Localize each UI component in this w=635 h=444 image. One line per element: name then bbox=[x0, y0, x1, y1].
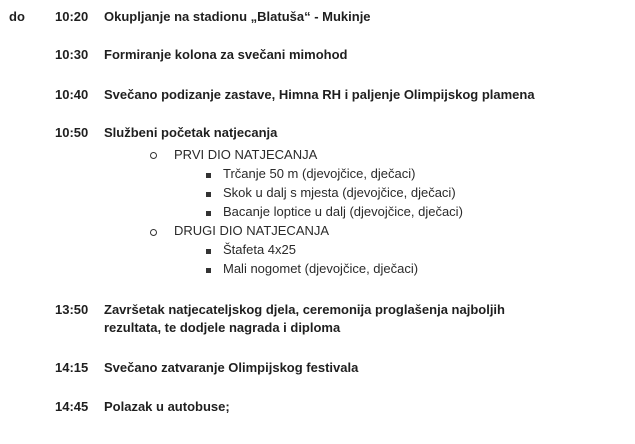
schedule-time: 10:40 bbox=[55, 87, 89, 102]
event-item: Štafeta 4x25 bbox=[223, 242, 296, 257]
schedule-item-text: Svečano zatvaranje Olimpijskog festivala bbox=[104, 360, 359, 375]
schedule-time: 10:50 bbox=[55, 125, 89, 140]
schedule-item-text: Formiranje kolona za svečani mimohod bbox=[104, 47, 348, 62]
circle-bullet-icon bbox=[150, 229, 157, 236]
event-item: Skok u dalj s mjesta (djevojčice, dječaci) bbox=[223, 185, 456, 200]
schedule-item-text: Svečano podizanje zastave, Himna RH i paljenje Olimpijskog plamena bbox=[104, 87, 535, 102]
schedule-item-text: Završetak natjecateljskog djela, ceremonija proglašenja najboljih bbox=[104, 302, 505, 317]
square-bullet-icon bbox=[206, 192, 211, 197]
schedule-time: 14:15 bbox=[55, 360, 89, 375]
square-bullet-icon bbox=[206, 268, 211, 273]
schedule-item-text-continued: rezultata, te dodjele nagrada i diploma bbox=[104, 320, 341, 335]
schedule-item-text: Okupljanje na stadionu „Blatuša“ - Mukinje bbox=[104, 9, 371, 24]
schedule-item-text: Službeni početak natjecanja bbox=[104, 125, 278, 140]
schedule-time: 10:20 bbox=[55, 9, 89, 24]
schedule-item-text: Polazak u autobuse; bbox=[104, 399, 230, 414]
circle-bullet-icon bbox=[150, 152, 157, 159]
schedule-prefix: do bbox=[9, 9, 25, 24]
schedule-time: 10:30 bbox=[55, 47, 89, 62]
competition-part-title: DRUGI DIO NATJECANJA bbox=[174, 223, 330, 238]
square-bullet-icon bbox=[206, 173, 211, 178]
event-item: Trčanje 50 m (djevojčice, dječaci) bbox=[223, 166, 416, 181]
event-item: Bacanje loptice u dalj (djevojčice, dječaci) bbox=[223, 204, 463, 219]
event-item: Mali nogomet (djevojčice, dječaci) bbox=[223, 261, 419, 276]
square-bullet-icon bbox=[206, 211, 211, 216]
schedule-time: 14:45 bbox=[55, 399, 89, 414]
square-bullet-icon bbox=[206, 249, 211, 254]
schedule-time: 13:50 bbox=[55, 302, 89, 317]
competition-part-title: PRVI DIO NATJECANJA bbox=[174, 147, 318, 162]
